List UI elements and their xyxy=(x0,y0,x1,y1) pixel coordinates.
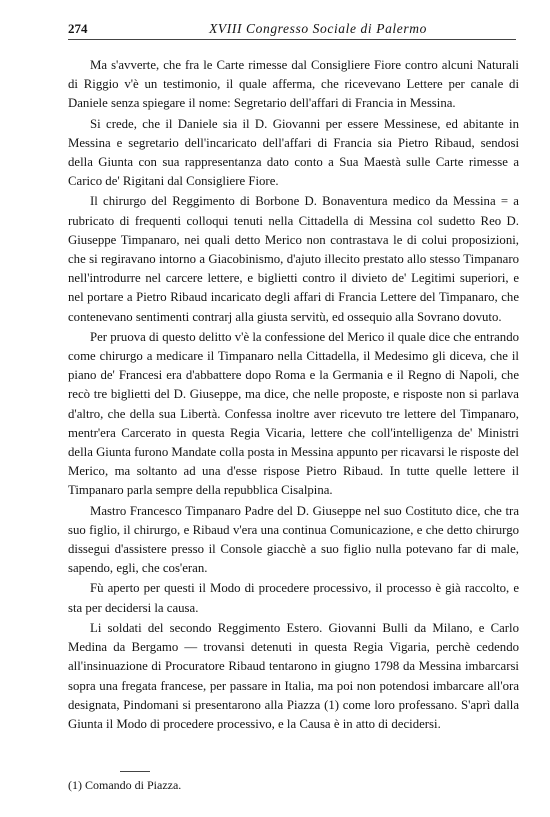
paragraph-1: Ma s'avverte, che fra le Carte rimesse dal Consigliere Fiore contro alcuni Naturali di Riggio v'è un testimonio, il quale afferma, che ricevevano Lettere per canale di Daniele senza spiegare il nome: Segretario dell'affari di Francia in Messina. xyxy=(68,58,519,111)
body-text xyxy=(68,56,519,734)
paragraph-4: Per pruova di questo delitto v'è la confessione del Merico il quale dice che entrando come chirurgo a medicare il Timpanaro nella Cittadella, il Medesimo gli diceva, che il piano de' Francesi era d'abbattere dopo Roma e la Germania e il Regno di Napoli, che recò tre biglietti del D. Giuseppe, ma dice, che nelle proposte, e risposte non si parlava d'altro, che della sua Libertà. Confessa inoltre aver ricevuto tre lettere del Timpanaro, mentr'era Carcerato in questa Regia Vicaria, lettere che coll'intelligenza de' Ministri della Giunta furono Mandate colla posta in Messina appunto per ricavarsi le risposte del Merico, ma soltanto ad una d'esse rispose Pietro Ribaud. In tutte quelle lettere il Timpanaro parla sempre della repubblica Cisalpina. xyxy=(68,329,519,498)
page-header xyxy=(68,21,516,40)
running-title: XVIII Congresso Sociale di Palermo xyxy=(209,21,427,36)
paragraph-7: Li soldati del secondo Reggimento Estero. Giovanni Bulli da Milano, e Carlo Medina da Bergamo — trovansi detenuti in questa Regia Vigaria, perchè cedendo all'insinuazione di Procuratore Ribaud tentarono in giugno 1798 da Messina imbarcarsi sopra una fregata francese, per passare in Italia, ma poi non potendosi imbarcare all'ora designata, Pindomani si presentarono alla Piazza (1) come loro professano. S'aprì dalla Giunta il Modo di procedere processivo, e la Causa è in atto di decidersi. xyxy=(68,620,519,731)
footnote: (1) Comando di Piazza. xyxy=(68,778,182,792)
page-number: 274 xyxy=(68,21,88,36)
paragraph-6: Fù aperto per questi il Modo di procedere processivo, il processo è già raccolto, e sta per decidersi la causa. xyxy=(68,581,519,615)
paragraph-3: Il chirurgo del Reggimento di Borbone D. Bonaventura medico da Messina = a rubricato di frequenti colloqui tenuti nella Cittadella di Messina col sudetto Reo D. Giuseppe Timpanaro, nei quali detto Merico non contrastava le di colui proposizioni, che si regiravano intorno a Giacobinismo, d'ajuto illecito prestato allo stesso Timpanaro nell'introdurre nel carcere lettere, e biglietti contro il divieto de' Legitimi superiori, e nel portare a Pietro Ribaud incaricato degli affari di Francia Lettere del Timpanaro, che contenevano sentimenti contrarj alla giusta servitù, ed ossequio alla Sovrano dovuto. xyxy=(68,194,519,324)
footnote-divider xyxy=(120,771,150,772)
paragraph-2: Si crede, che il Daniele sia il D. Giovanni per essere Messinese, ed abitante in Messina e segretario dell'incaricato dell'affari di Francia sia Pietro Ribaud, sendosi della Giunta con sua rappresentanza dato conto a Sua Maestà sulle Carte rimesse a Carico de' Rigitani dal Consigliere Fiore. xyxy=(68,116,519,189)
paragraph-5: Mastro Francesco Timpanaro Padre del D. Giuseppe nel suo Costituto dice, che tra suo figlio, il chirurgo, e Ribaud v'era una continua Comunicazione, e che detto chirurgo dissegui d'assistere presso il Console giacchè a suo figlio nulla potevano far di male, sapendo, egli, che cos'eran. xyxy=(68,503,519,576)
